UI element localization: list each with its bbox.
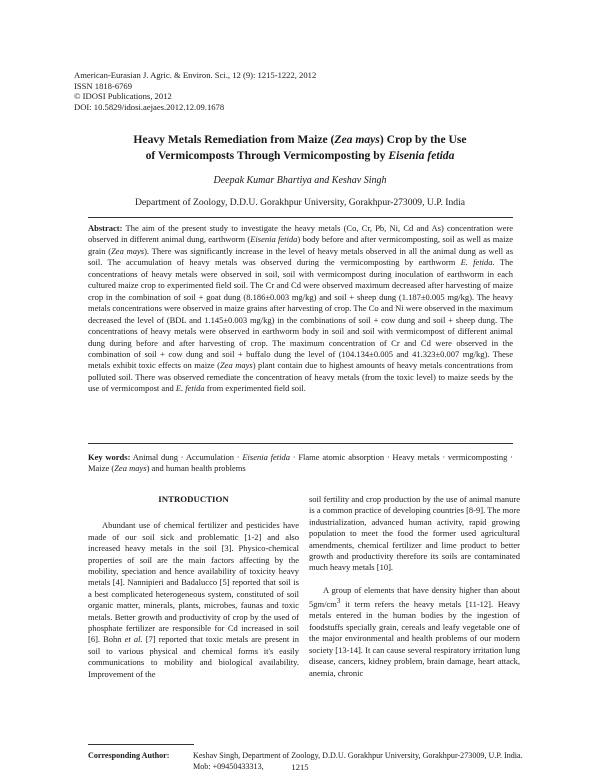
- intro-paragraph-3: [309, 585, 520, 679]
- page-number: 1215: [291, 762, 309, 772]
- footnote-rule: [88, 744, 194, 745]
- footnote-label: Corresponding Author:: [88, 751, 170, 760]
- abstract-text: ) plant contain due to highest amounts of heavy metals concentrations from polluted soil. There was observed remediate the concentration of heavy metals (from the toxic level) to maize seeds by the use of vermicompost and: [88, 360, 513, 394]
- abstract: [88, 223, 513, 395]
- issn: ISSN 1818-6769: [74, 80, 133, 91]
- title-text: Heavy Metals Remediation from Maize (: [133, 133, 335, 146]
- paragraph-text: A group of elements that have density higher than about 5gm/cm: [309, 584, 520, 610]
- abstract-text: ). There was significantly increase in the level of heavy metals observed in all the animal dung as well as soil. The accumulation of heavy metals was observed during the vermicomposting by earthworm: [88, 245, 514, 268]
- left-column: [88, 494, 299, 680]
- intro-paragraph-2: soil fertility and crop production by the use of animal manure is a common practice of developing countries [8-9]. The more industrialization, advanced human activity, rapid growing population to meet the food the former used agricultural amendments, chemical fertilizer and lime product to better growth and productivity therefore its soils are contaminated much heavy metals [10].: [309, 494, 520, 573]
- abstract-species: E. fetida: [175, 383, 205, 394]
- authors: Deepak Kumar Bhartiya and Keshav Singh: [213, 175, 387, 186]
- abstract-label: Abstract:: [88, 223, 123, 233]
- citation-header: [74, 70, 534, 112]
- title-species: Zea mays: [334, 133, 380, 146]
- keywords-species: Zea mays: [114, 463, 147, 474]
- keywords-species: Eisenia fetida: [242, 452, 290, 462]
- abstract-bottom-rule: [88, 443, 513, 444]
- affiliation: Department of Zoology, D.D.U. Gorakhpur University, Gorakhpur-273009, U.P. India: [134, 197, 466, 208]
- intro-paragraph-1: [88, 520, 299, 680]
- paper-title: [40, 132, 560, 164]
- title-text: of Vermicomposts Through Vermicomposting by: [145, 149, 389, 162]
- superscript: 3: [336, 597, 341, 606]
- paragraph-text: [7] reported that toxic metals are present in soil to various physical and chemical forms it's easily communications to mobility and biological availability. Improvement of the: [88, 634, 299, 679]
- abstract-text: from experimented field soil.: [204, 383, 306, 394]
- keywords-label: Key words:: [88, 452, 131, 462]
- abstract-text: The aim of the present study to investigate the heavy metals (Co, Cr, Pb, Ni, Cd and As) concentration were observed in different animal dung, earthworm (: [88, 223, 513, 245]
- copyright: © IDOSI Publications, 2012: [74, 91, 172, 102]
- section-heading-introduction: INTRODUCTION: [158, 494, 229, 504]
- paragraph-text: Abundant use of chemical fertilizer and pesticides have made of our soil sick and problematic [1-2] and also increased heavy metals in the soil [3]. Physico-chemical properties of soil are the main factors affecting by the mobility, speciation and hence availability of toxicity heavy metals [4]. Nannipieri and Badalucco [5] reported that soil is a best complicated heterogeneous system, constituted of soil organic matter, minerals, plants, microbes, faunas and toxic metals. Better growth and productivity of crop by the used of phosphate fertilizer are responsible for Cd increased in soil [6]. Bohn: [88, 520, 299, 645]
- doi: DOI: 10.5829/idosi.aejaes.2012.12.09.1678: [74, 101, 225, 112]
- keywords-text: Animal dung · Accumulation ·: [130, 452, 243, 462]
- abstract-species: E. fetida: [460, 257, 493, 268]
- keywords: [88, 452, 513, 475]
- title-text: ) Crop by the Use: [379, 133, 467, 146]
- abstract-species: Eisenia fetida: [250, 234, 298, 245]
- abstract-text: . The concentrations of heavy metals were observed in soil, soil with vermicompost during inoculation of earthworm in each cultured maize crop to experimented field soil. The Cr and Cd were observed maximum decreased after harvesting of maize crop in the combination of soil + goat dung (8.186±0.003 mg/kg) and soil + sheep dung (1.187±0.005 mg/kg). The heavy metals concentrations were observed in maize grains after harvesting of crop. The Co and Ni were observed in the maximum decreased the level of (BDL and 1.145±0.003 mg/kg) in the combinations of soil + cow dung and soil + sheep dung. The concentrations of heavy metals were observed in earthworm body in soil and soil with vermicompost of different animal dung during before and after harvesting of crop. The maximum concentration of Cr and Cd were observed in the combination of soil + cow dung and soil + buffalo dung the level of (104.134±0.005 and 41.323±0.007 mg/kg). These metals exhibit toxic effects on maize (: [88, 257, 514, 371]
- title-species: Eisenia fetida: [388, 149, 455, 162]
- abstract-text: ) body before and after vermicomposting, soil as well as maize grain (: [88, 234, 513, 256]
- keywords-text: · Flame atomic absorption · Heavy metals · vermicomposting · Maize (: [88, 452, 513, 474]
- abstract-species: Zea mays: [219, 360, 253, 371]
- right-column: [309, 494, 520, 679]
- abstract-species: Zea mays: [111, 245, 145, 256]
- abstract-top-rule: [88, 217, 513, 218]
- journal-citation: American-Eurasian J. Agric. & Environ. Sci., 12 (9): 1215-1222, 2012: [74, 70, 317, 80]
- keywords-text: ) and human health problems: [146, 463, 246, 474]
- paragraph-text: it term refers the heavy metals [11-12]. Heavy metals entered in the human bodies by the ingestion of foodstuffs specially grain, cereals and leafy vegetable one of the major environmental and health problems of our modern society [13-14]. It can cause several respiratory irritation lung disease, cancers, kidney problem, brain damage, heart attack, anemia, chronic: [309, 599, 520, 678]
- paragraph-italic: et al.: [124, 634, 143, 645]
- footnote-text: Keshav Singh, Department of Zoology, D.D.U. Gorakhpur University, Gorakhpur-273009, U.P. India. Mob: +09450433313,: [193, 751, 523, 771]
